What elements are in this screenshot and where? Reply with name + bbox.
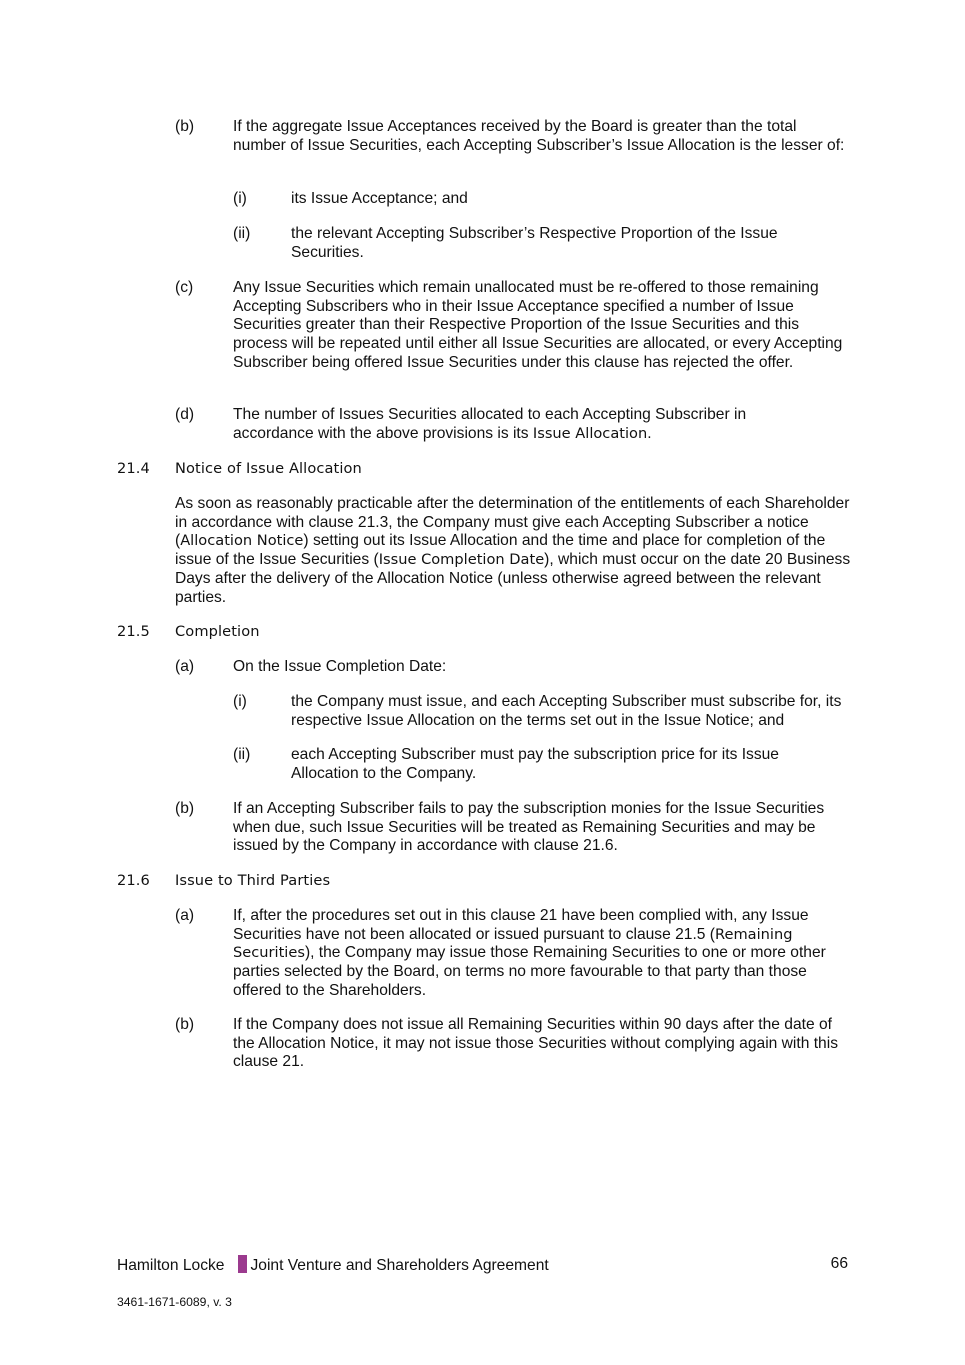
clause-text: If an Accepting Subscriber fails to pay the subscription monies for the Issue Securities when due, such Issue Securities will be treated as Remaining Securities and may be issued by the Company in accordance with clause 21.6. — [233, 800, 825, 855]
subclause-label: (ii) — [233, 225, 251, 242]
subclause-label: (i) — [233, 693, 247, 710]
clause-label: (a) — [175, 907, 195, 924]
clause-label: (b) — [175, 800, 195, 817]
clause-text: If, after the procedures set out in this clause 21 have been complied with, any Issue Securities have not been allocated or issued pursuant to clause 21.5 (Remaining Securities), the Company may issue those Remaining Securities to one or more other parties selected by the Board, on terms no more favourable to that party than those offered to the Shareholders. — [233, 907, 826, 999]
section-paragraph: As soon as reasonably practicable after the determination of the entitlements of each Shareholder in accordance with clause 21.3, the Company must give each Accepting Subscriber a notice (Allocation Notice) setting out its Issue Allocation and the time and place for completion of the issue of the Issue Securities (Issue Completion Date), which must occur on the date 20 Business Days after the delivery of the Allocation Notice (unless otherwise agreed between the relevant parties. — [175, 495, 851, 606]
subclause-label: (i) — [233, 190, 247, 207]
clause-label: (b) — [175, 118, 195, 135]
clause-text: If the aggregate Issue Acceptances received by the Board is greater than the total number of Issue Securities, each Accepting Subscriber’s Issue Allocation is the lesser of: — [233, 118, 845, 154]
subclause-text: the Company must issue, and each Accepting Subscriber must subscribe for, its respective Issue Allocation on the terms set out in the Issue Notice; and — [291, 693, 842, 729]
defined-term: Remaining Securities — [233, 925, 793, 962]
clause-text: The number of Issues Securities allocated to each Accepting Subscriber in accordance with the above provisions is its Issue Allocation. — [233, 406, 747, 442]
section-heading: Notice of Issue Allocation — [175, 460, 362, 477]
footer-accent-bar — [238, 1255, 247, 1273]
section-heading: Issue to Third Parties — [175, 872, 331, 889]
section-number: 21.4 — [117, 460, 150, 477]
subclause-text: its Issue Acceptance; and — [291, 190, 468, 207]
footer — [117, 1255, 549, 1276]
defined-term: Issue Allocation — [532, 424, 648, 442]
clause-text: If the Company does not issue all Remaining Securities within 90 days after the date of the Allocation Notice, it may not issue those Securities without complying again with this clause 21. — [233, 1016, 838, 1071]
clause-text: Any Issue Securities which remain unallocated must be re-offered to those remaining Accepting Subscribers who in their Issue Acceptance specified a number of Issue Securities greater than their Respective Proportion of the Issue Securities and this process will be repeated until either all Issue Securities are allocated, or every Accepting Subscriber being offered Issue Securities under this clause has rejected the offer. — [233, 279, 843, 371]
clause-label: (d) — [175, 406, 195, 423]
document-reference: 3461-1671-6089, v. 3 — [117, 1295, 232, 1309]
subclause-text: each Accepting Subscriber must pay the subscription price for its Issue Allocation to the Company. — [291, 746, 779, 782]
footer-document-title: Joint Venture and Shareholders Agreement — [250, 1257, 549, 1274]
footer-firm-name: Hamilton Locke — [117, 1257, 225, 1274]
section-number: 21.6 — [117, 872, 150, 889]
section-number: 21.5 — [117, 623, 150, 640]
clause-label: (b) — [175, 1016, 195, 1033]
subclause-label: (ii) — [233, 746, 251, 763]
clause-text: On the Issue Completion Date: — [233, 658, 447, 675]
subclause-text: the relevant Accepting Subscriber’s Respective Proportion of the Issue Securities. — [291, 225, 778, 261]
defined-term: Issue Completion Date — [378, 551, 545, 569]
clause-label: (c) — [175, 279, 194, 296]
clause-label: (a) — [175, 658, 195, 675]
defined-term: Allocation Notice — [180, 532, 304, 550]
page-number: 66 — [830, 1255, 848, 1272]
section-heading: Completion — [175, 623, 260, 640]
